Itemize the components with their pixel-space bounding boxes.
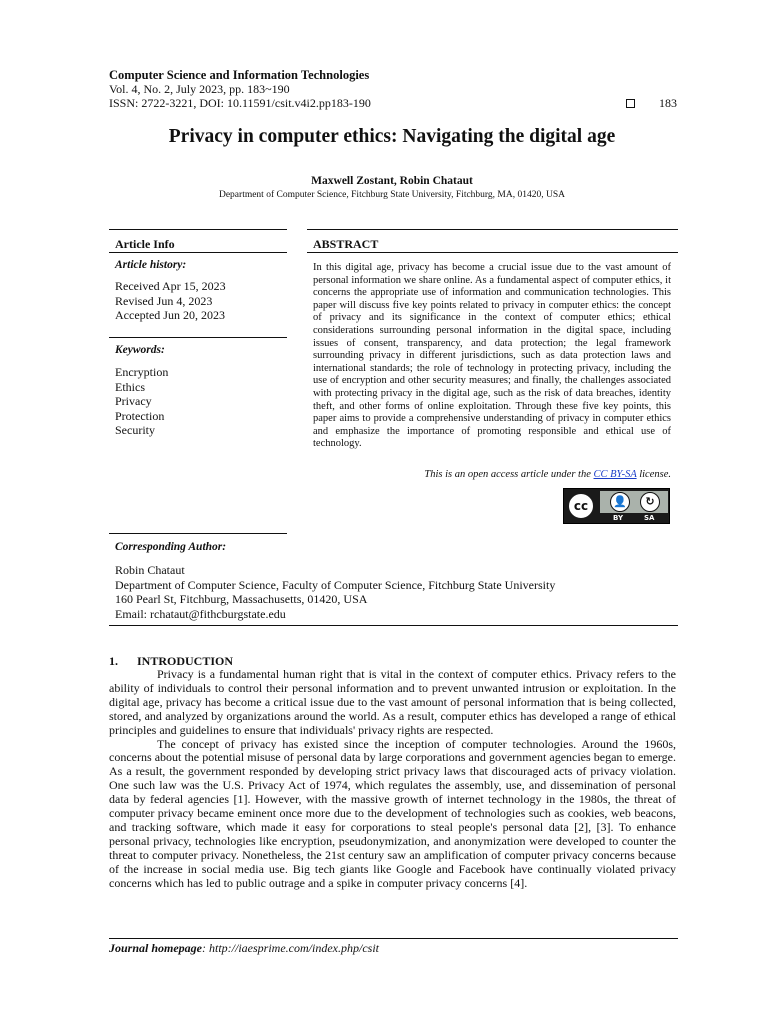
homepage-label: Journal homepage bbox=[109, 941, 203, 955]
journal-name: Computer Science and Information Technologies bbox=[109, 68, 370, 82]
share-alike-icon: ↻ bbox=[640, 492, 660, 512]
corresponding-top-rule bbox=[109, 533, 287, 534]
badge-sa-label: SA bbox=[644, 514, 655, 522]
issn-doi: ISSN: 2722-3221, DOI: 10.11591/csit.v4i2.pp183-190 bbox=[109, 96, 371, 110]
square-bullet-icon bbox=[626, 99, 635, 108]
author-list: Maxwell Zostant, Robin Chataut bbox=[311, 175, 473, 187]
keywords-list bbox=[115, 365, 168, 438]
cc-logo-icon: cc bbox=[567, 492, 595, 520]
keywords-divider bbox=[109, 337, 287, 338]
open-access-note bbox=[313, 469, 671, 480]
keyword-item: Protection bbox=[115, 408, 165, 423]
attribution-person-icon: 👤 bbox=[610, 492, 630, 512]
open-access-prefix: This is an open access article under the bbox=[424, 469, 591, 480]
keyword-item: Encryption bbox=[115, 365, 169, 379]
article-info-heading: Article Info bbox=[115, 237, 175, 251]
keywords-heading: Keywords: bbox=[115, 344, 165, 356]
journal-homepage: Journal homepage: http://iaesprime.com/index.php/csit bbox=[109, 941, 379, 955]
page-number: 183 bbox=[659, 96, 677, 110]
volume-info: Vol. 4, No. 2, July 2023, pp. 183~190 bbox=[109, 82, 290, 96]
corresponding-heading: Corresponding Author: bbox=[115, 541, 227, 553]
abstract-heading: ABSTRACT bbox=[313, 237, 379, 251]
abstract-text: In this digital age, privacy has become a crucial issue due to the vast amount of personal information we share online. As a fundamental aspect of computer ethics, it concerns the appropriate use of information and communication technologies. This paper will discuss five key points related to privacy in computer ethics: the concept of privacy and its significance in the context of computer ethics; ethical considerations surrounding personal information in the digital space, including issues of consent, transparency, and data protection; the legal framework surrounding privacy in different jurisdictions, such as data protection laws and international standards; the role of technology in protecting privacy, including the use of encryption and other security measures; and finally, the challenges associated with protecting privacy in the digital age, such as the risk of data breaches, identity theft, and other forms of online exploitation. Through these five key points, this paper aims to provide a comprehensive understanding of privacy in computer ethics and emphasize the importance of promoting responsible and ethical use of technology. bbox=[313, 262, 671, 450]
corresponding-details bbox=[115, 563, 555, 621]
revised-date: Revised Jun 4, 2023 bbox=[115, 293, 213, 308]
corresponding-department: Department of Computer Science, Faculty of Computer Science, Fitchburg State University bbox=[115, 577, 556, 592]
section-number: 1. bbox=[109, 654, 118, 668]
homepage-url[interactable]: http://iaesprime.com/index.php/csit bbox=[209, 941, 379, 955]
article-info-divider bbox=[109, 252, 287, 253]
open-access-suffix: license. bbox=[639, 469, 671, 480]
cc-by-sa-badge-icon[interactable] bbox=[563, 488, 670, 524]
keyword-item: Ethics bbox=[115, 379, 145, 394]
paragraph: Privacy is a fundamental human right that is vital in the context of computer ethics. Privacy refers to the ability of individuals to control their personal information and to prevent unwanted intrusion or exploitation. In the digital age, privacy has become a critical issue due to the vast amount of personal information that is being collected, stored, and analyzed by organizations around the world. As a result, computer ethics has developed a range of ethical principles and guidelines to ensure that individuals' privacy rights are respected. bbox=[109, 667, 676, 737]
paragraph: The concept of privacy has existed since the inception of computer technologies. Around the 1960s, concerns about the potential misuse of personal data by large corporations and government agencies began to emerge. As a result, the government responded by developing strict privacy laws that discouraged acts of privacy violation. One such law was the U.S. Privacy Act of 1974, which regulates the assembly, use, and dissemination of personal data by federal agencies [1]. However, with the massive growth of internet technology in the 1980s, the threat of computer privacy became eminent once more due to the development of technologies such as cookies, web beacons, and tracking software, which made it easy for corporations to steal people's personal data [2], [3]. To enhance personal privacy, technologies like encryption, pseudonymization, and anonymization were developed to counter the threat to computer privacy. Nonetheless, the 21st century saw an amplification of computer privacy concerns because of the increase in social media use. Big tech giants like Google and Facebook have continually violated privacy concerns which has led to public outrage and a spike in computer privacy concerns [4]. bbox=[109, 736, 676, 890]
article-info-top-rule bbox=[109, 229, 287, 230]
footer-rule bbox=[109, 938, 678, 939]
license-link[interactable]: CC BY-SA bbox=[593, 469, 637, 480]
introduction-body bbox=[109, 668, 676, 891]
corresponding-address: 160 Pearl St, Fitchburg, Massachusetts, 01420, USA bbox=[115, 592, 368, 607]
accepted-date: Accepted Jun 20, 2023 bbox=[115, 308, 225, 322]
keyword-item: Security bbox=[115, 423, 155, 437]
abstract-divider bbox=[307, 252, 678, 253]
corresponding-email: Email: rchataut@fithcburgstate.edu bbox=[115, 606, 286, 621]
article-history-heading: Article history: bbox=[115, 259, 187, 271]
badge-by-label: BY bbox=[613, 514, 624, 522]
running-header bbox=[109, 68, 677, 110]
front-matter-bottom-rule bbox=[109, 625, 678, 626]
article-history-list bbox=[115, 279, 226, 323]
received-date: Received Apr 15, 2023 bbox=[115, 279, 226, 293]
abstract-top-rule bbox=[307, 229, 678, 230]
keyword-item: Privacy bbox=[115, 394, 152, 408]
paper-title: Privacy in computer ethics: Navigating the digital age bbox=[168, 126, 616, 147]
author-affiliation: Department of Computer Science, Fitchburg State University, Fitchburg, MA, 01420, USA bbox=[218, 190, 565, 200]
corresponding-name: Robin Chataut bbox=[115, 563, 185, 577]
section-title: INTRODUCTION bbox=[137, 654, 234, 668]
